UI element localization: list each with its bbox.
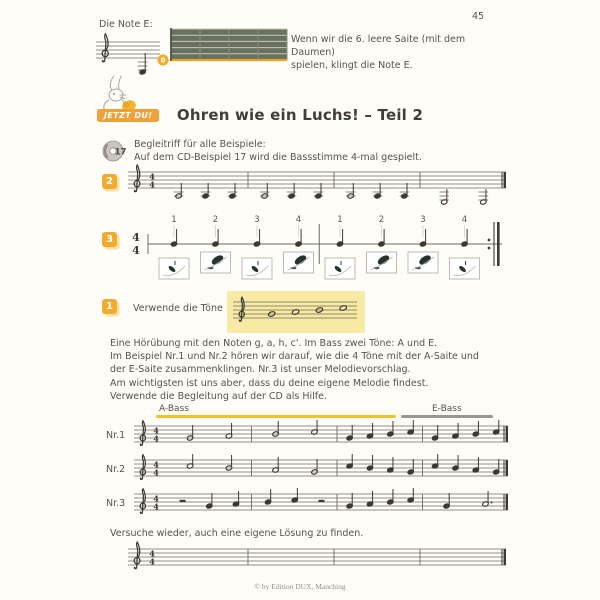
a-bass-bar xyxy=(156,415,396,418)
svg-text:4: 4 xyxy=(153,501,159,512)
fretboard-diagram xyxy=(157,26,289,72)
paragraph-line: Verwende die Begleitung auf der CD als Hilfe. xyxy=(110,390,327,402)
paragraph-line: Im Beispiel Nr.1 und Nr.2 hören wir darauf, wie die 4 Töne mit der A-Saite und xyxy=(110,351,479,363)
tone-staff xyxy=(231,295,361,333)
svg-text:4: 4 xyxy=(132,231,140,244)
footer-copyright: © by Edition DUX, Manching xyxy=(254,582,346,591)
svg-text:4: 4 xyxy=(153,493,159,504)
note-e-caption xyxy=(291,33,511,73)
example-2-staff xyxy=(132,454,514,492)
exercise-2-badge: 2 xyxy=(102,174,117,189)
svg-text:4: 4 xyxy=(461,215,468,225)
example-3-label: Nr.3 xyxy=(106,498,126,509)
example-3-staff xyxy=(132,488,514,526)
svg-text:4: 4 xyxy=(295,215,302,225)
svg-text:4: 4 xyxy=(132,244,140,257)
jetzt-du-badge: JETZT DU! xyxy=(97,109,159,122)
instruction-paragraph xyxy=(110,337,510,403)
closing-text: Versuche wieder, auch eine eigene Lösung zu finden. xyxy=(110,528,364,539)
page-number: 45 xyxy=(472,11,485,22)
a-bass-label: A-Bass xyxy=(159,404,189,414)
svg-text:1: 1 xyxy=(337,215,343,225)
cd-line: Begleitriff für alle Beispiele: xyxy=(134,139,266,150)
page-title: Ohren wie ein Luchs! – Teil 2 xyxy=(176,106,424,124)
svg-text:3: 3 xyxy=(254,215,260,225)
svg-text:1: 1 xyxy=(171,215,177,225)
exercise-3-rhythm xyxy=(126,210,514,298)
exercise-1-badge: 1 xyxy=(102,299,117,314)
open-string-zero: 0 xyxy=(160,56,166,65)
svg-text:4: 4 xyxy=(149,171,155,182)
svg-text:4: 4 xyxy=(153,433,159,444)
svg-text:4: 4 xyxy=(149,548,155,559)
exercise-3-badge: 3 xyxy=(102,232,117,247)
e-bass-label: E-Bass xyxy=(432,404,462,414)
paragraph-line: der E-Saite zusammenklingen. Nr.3 ist unser Melodievorschlag. xyxy=(110,364,411,376)
svg-text:4: 4 xyxy=(149,179,155,190)
paragraph-line: Am wichtigsten ist uns aber, dass du deine eigene Melodie findest. xyxy=(110,377,429,389)
cd-instructions xyxy=(134,138,514,164)
svg-text:4: 4 xyxy=(149,556,155,567)
svg-text:2: 2 xyxy=(212,215,219,225)
caption-line: Wenn wir die 6. leere Saite (mit dem Daumen) xyxy=(291,34,466,59)
tone-highlight-box xyxy=(227,291,365,333)
example-1-staff xyxy=(132,420,514,458)
cd-track-number: 17 xyxy=(114,147,127,158)
note-e-label: Die Note E: xyxy=(99,19,153,30)
exercise-1-label: Verwende die Töne xyxy=(133,303,223,314)
paragraph-line: Eine Hörübung mit den Noten g, a, h, c'. Im Bass zwei Töne: A und E. xyxy=(110,338,438,349)
svg-text:2: 2 xyxy=(378,215,385,225)
e-bass-bar xyxy=(401,415,493,418)
example-2-label: Nr.2 xyxy=(106,464,126,475)
svg-text:4: 4 xyxy=(153,467,159,478)
svg-text:3: 3 xyxy=(420,215,426,225)
cd-line: Auf dem CD-Beispiel 17 wird die Bassstimme 4-mal gespielt. xyxy=(134,152,422,164)
example-1-label: Nr.1 xyxy=(106,430,126,441)
cd-icon xyxy=(101,137,129,169)
svg-text:4: 4 xyxy=(153,459,159,470)
caption-line: spielen, klingt die Note E. xyxy=(291,60,413,72)
own-solution-staff xyxy=(126,541,514,585)
svg-text:4: 4 xyxy=(153,425,159,436)
